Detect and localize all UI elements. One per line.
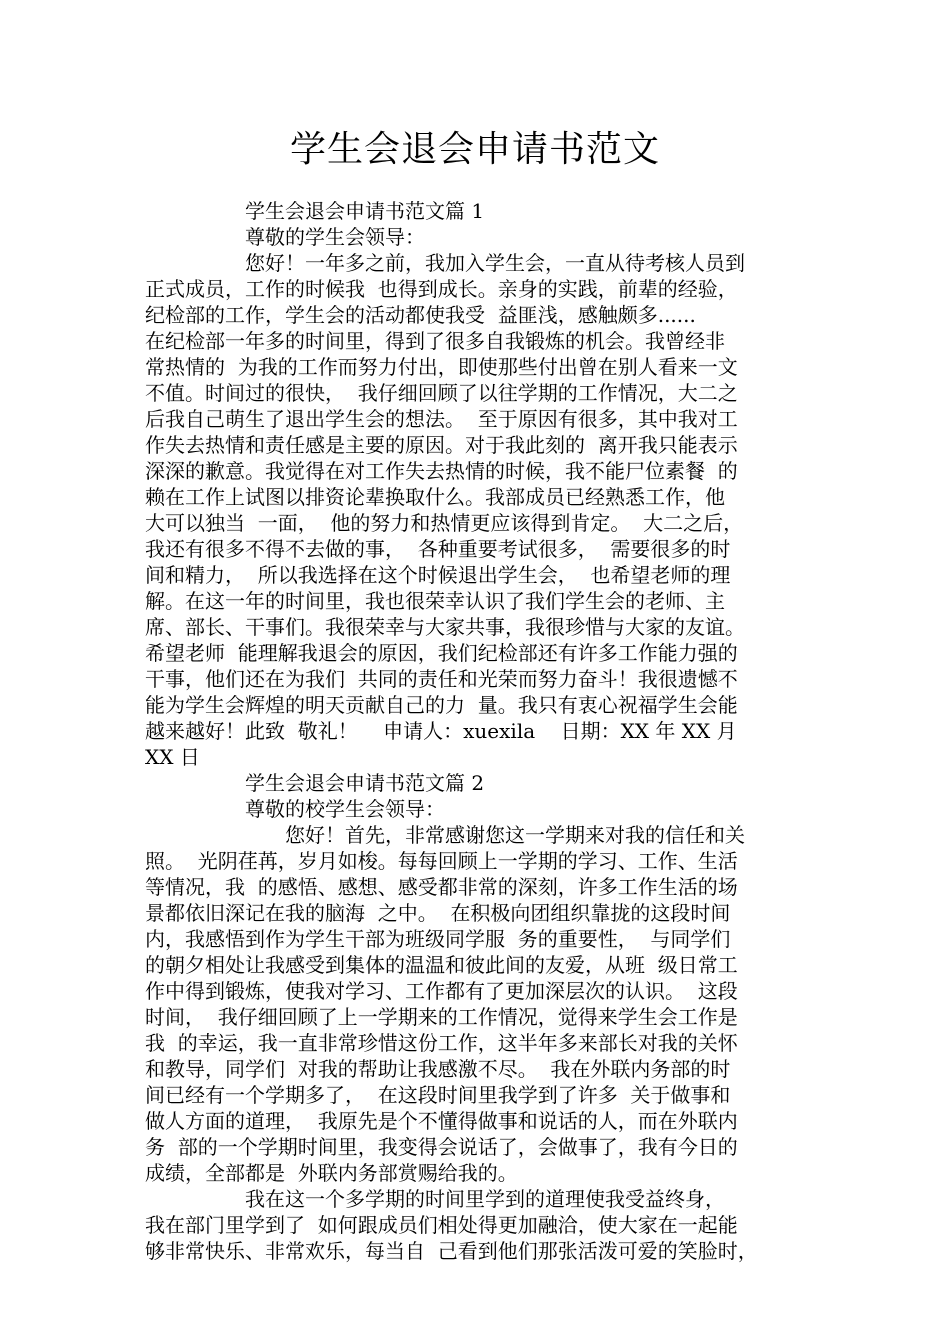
document-line: 景都依旧深记在我的脑海 之中。 在积极向团组织靠拢的这段时间: [145, 901, 731, 925]
document-line: 学生会退会申请书范文篇 1: [145, 199, 485, 223]
document-line: 常热情的 为我的工作而努力付出，即使那些付出曾在别人看来一文: [145, 355, 738, 379]
document-line: 越来越好！此致 敬礼！ 申请人：xuexila 日期：XX 年 XX 月: [145, 719, 737, 743]
document-line: 时间， 我仔细回顾了上一学期来的工作情况，觉得来学生会工作是: [145, 1005, 738, 1029]
document-title: 学生会退会申请书范文: [289, 129, 660, 170]
document-line: 不值。时间过的很快， 我仔细回顾了以往学期的工作情况，大二之: [145, 381, 738, 405]
document-line: XX 日: [145, 745, 200, 769]
document-line: 我在部门里学到了 如何跟成员们相处得更加融洽，使大家在一起能: [145, 1213, 738, 1237]
document-line: 的朝夕相处让我感受到集体的温温和彼此间的友爱，从班 级日常工: [145, 953, 738, 977]
document-line: 我 的幸运，我一直非常珍惜这份工作，这半年多来部长对我的关怀: [145, 1031, 738, 1055]
document-line: 纪检部的工作，学生会的活动都使我受 益匪浅，感触颇多......: [145, 303, 696, 327]
document-line: 我在这一个多学期的时间里学到的道理使我受益终身，: [145, 1187, 725, 1211]
document-line: 作失去热情和责任感是主要的原因。对于我此刻的 离开我只能表示: [145, 433, 738, 457]
document-line: 希望老师 能理解我退会的原因，我们纪检部还有许多工作能力强的: [145, 641, 738, 665]
document-line: 成绩，全部都是 外联内务部赏赐给我的。: [145, 1161, 518, 1185]
document-line: 我还有很多不得不去做的事， 各种重要考试很多， 需要很多的时: [145, 537, 731, 561]
document-line: 照。 光阴荏苒，岁月如梭。每每回顾上一学期的学习、工作、生活: [145, 849, 738, 873]
document-line: 正式成员，工作的时候我 也得到成长。亲身的实践，前辈的经验，: [145, 277, 738, 301]
document-line: 您好！一年多之前，我加入学生会，一直从待考核人员到: [145, 251, 745, 275]
document-line: 能为学生会辉煌的明天贡献自己的力 量。我只有衷心祝福学生会能: [145, 693, 738, 717]
document-line: 务 部的一个学期时间里，我变得会说话了，会做事了，我有今日的: [145, 1135, 738, 1159]
document-line: 间已经有一个学期多了， 在这段时间里我学到了许多 关于做事和: [145, 1083, 731, 1107]
document-line: 做人方面的道理， 我原先是个不懂得做事和说话的人，而在外联内: [145, 1109, 738, 1133]
document-line: 等情况，我 的感悟、感想、感受都非常的深刻，许多工作生活的场: [145, 875, 738, 899]
document-line: 大可以独当 一面， 他的努力和热情更应该得到肯定。 大二之后，: [145, 511, 744, 535]
document-line: 深深的歉意。我觉得在对工作失去热情的时候，我不能尸位素餐 的: [145, 459, 738, 483]
document-line: 赖在工作上试图以排资论辈换取什么。我部成员已经熟悉工作，他: [145, 485, 725, 509]
document-line: 后我自己萌生了退出学生会的想法。 至于原因有很多，其中我对工: [145, 407, 738, 431]
document-line: 席、部长、干事们。我很荣幸与大家共事，我很珍惜与大家的友谊。: [145, 615, 745, 639]
document-line: 您好！首先，非常感谢您这一学期来对我的信任和关: [145, 823, 745, 847]
document-line: 间和精力， 所以我选择在这个时候退出学生会， 也希望老师的理: [145, 563, 731, 587]
document-line: 内，我感悟到作为学生干部为班级同学服 务的重要性， 与同学们: [145, 927, 731, 951]
document-line: 够非常快乐、非常欢乐，每当自 己看到他们那张活泼可爱的笑脸时，: [145, 1239, 758, 1263]
document-body: [145, 198, 815, 1264]
document-line: 干事，他们还在为我们 共同的责任和光荣而努力奋斗！我很遗憾不: [145, 667, 738, 691]
document-line: 尊敬的学生会领导：: [145, 225, 425, 249]
document-line: 在纪检部一年多的时间里，得到了很多自我锻炼的机会。我曾经非: [145, 329, 725, 353]
document-line: 尊敬的校学生会领导：: [145, 797, 445, 821]
document-line: 和教导，同学们 对我的帮助让我感激不尽。 我在外联内务部的时: [145, 1057, 731, 1081]
document-line: 学生会退会申请书范文篇 2: [145, 771, 485, 795]
document-line: 解。在这一年的时间里，我也很荣幸认识了我们学生会的老师、主: [145, 589, 725, 613]
document-line: 作中得到锻炼，使我对学习、工作都有了更加深层次的认识。 这段: [145, 979, 738, 1003]
